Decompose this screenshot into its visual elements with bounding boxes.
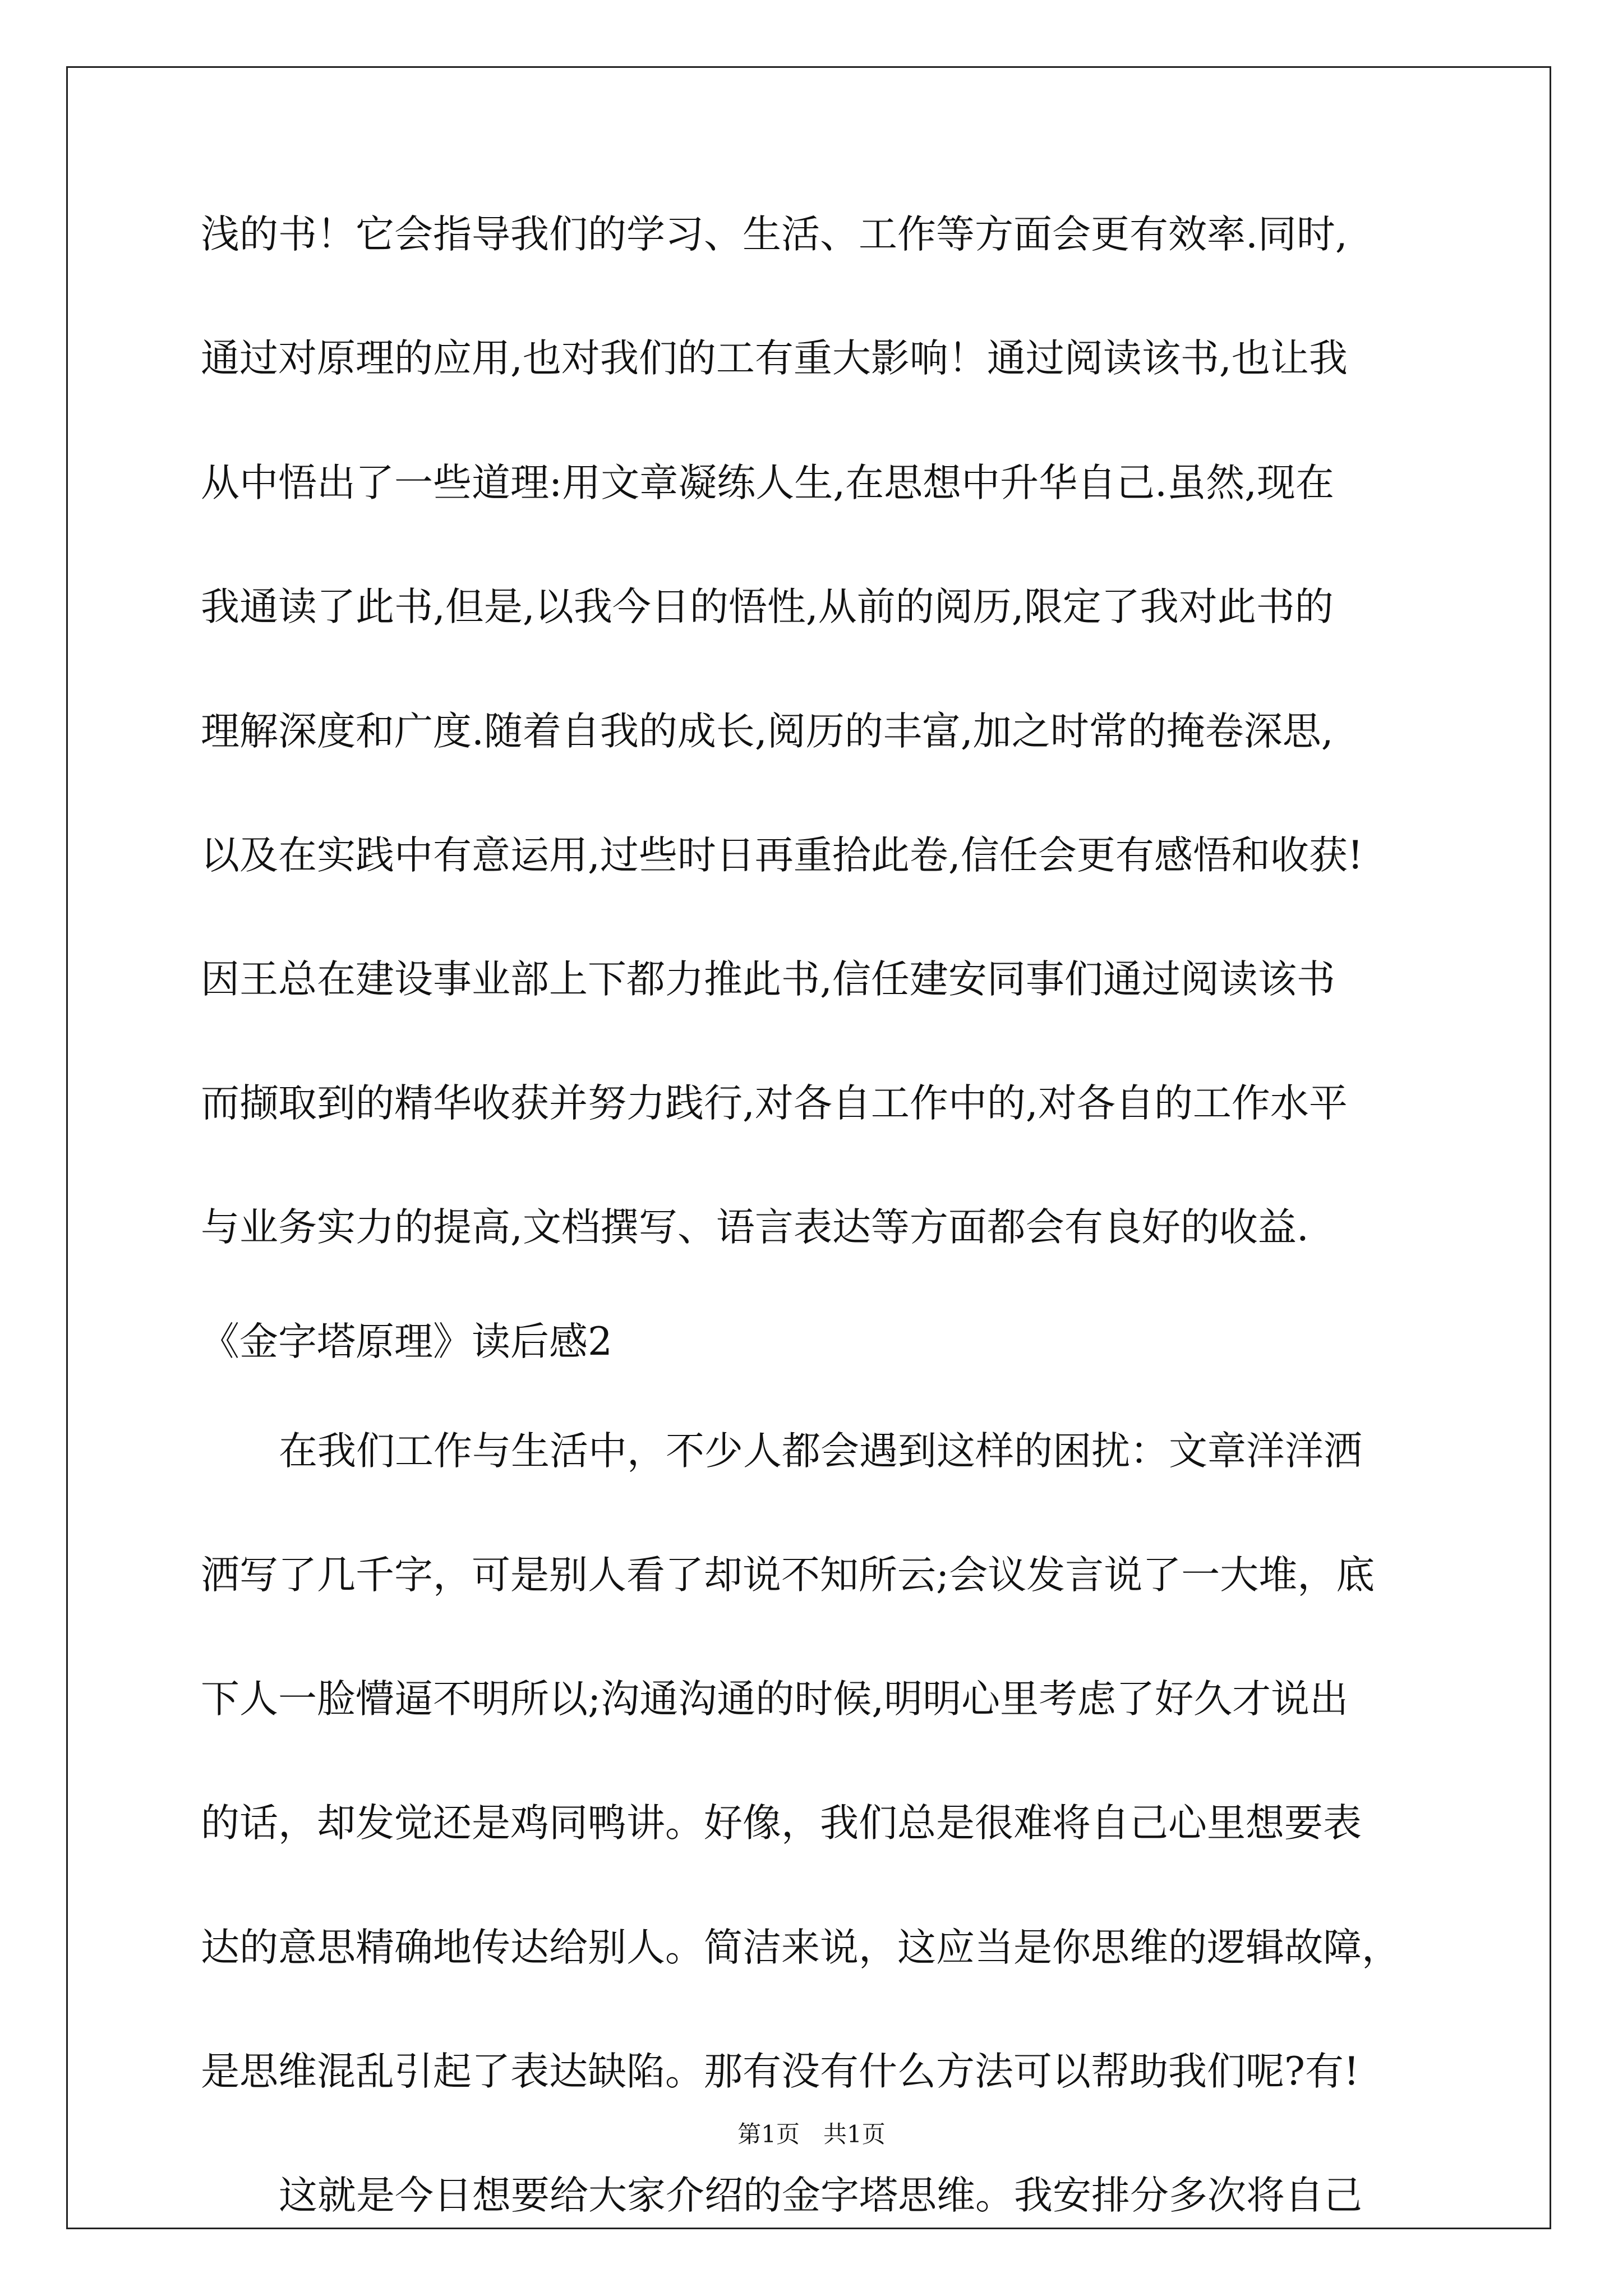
text-line: 理解深度和广度.随着自我的成长,阅历的丰富,加之时常的掩卷深思, <box>201 709 1334 754</box>
text-line: 我通读了此书,但是,以我今日的悟性,从前的阅历,限定了我对此书的 <box>201 585 1334 629</box>
text-line: 而撷取到的精华收获并努力践行,对各自工作中的,对各自的工作水平 <box>201 1081 1348 1126</box>
page-border <box>66 66 1551 2229</box>
text-line: 与业务实力的提高,文档撰写、语言表达等方面都会有良好的收益. <box>201 1205 1309 1250</box>
text-line: 达的意思精确地传达给别人。简洁来说，这应当是你思维的逻辑故障， <box>201 1925 1400 1970</box>
text-line: 洒写了几千字，可是别人看了却说不知所云;会议发言说了一大堆，底 <box>201 1553 1375 1598</box>
text-line: 下人一脸懵逼不明所以;沟通沟通的时候,明明心里考虑了好久才说出 <box>201 1677 1349 1722</box>
text-line: 以及在实践中有意运用,过些时日再重拾此卷,信任会更有感悟和收获! <box>201 833 1363 878</box>
text-line: 因王总在建设事业部上下都力推此书,信任建安同事们通过阅读该书 <box>201 957 1335 1002</box>
text-line: 在我们工作与生活中，不少人都会遇到这样的困扰：文章洋洋洒 <box>279 1429 1362 1474</box>
text-line: 从中悟出了一些道理:用文章凝练人生,在思想中升华自己.虽然,现在 <box>201 461 1335 505</box>
text-line: 这就是今日想要给大家介绍的金字塔思维。我安排分多次将自己 <box>279 2173 1362 2218</box>
text-line: 的话，却发觉还是鸡同鸭讲。好像，我们总是很难将自己心里想要表 <box>201 1801 1362 1846</box>
text-line: 浅的书！它会指导我们的学习、生活、工作等方面会更有效率.同时, <box>201 212 1348 257</box>
page-footer: 第1页 共1页 <box>737 2120 886 2148</box>
text-line: 通过对原理的应用,也对我们的工有重大影响！通过阅读该书,也让我 <box>201 336 1348 381</box>
section-heading: 《金字塔原理》读后感2 <box>201 1319 612 1364</box>
text-line: 是思维混乱引起了表达缺陷。那有没有什么方法可以帮助我们呢?有! <box>201 2049 1359 2094</box>
